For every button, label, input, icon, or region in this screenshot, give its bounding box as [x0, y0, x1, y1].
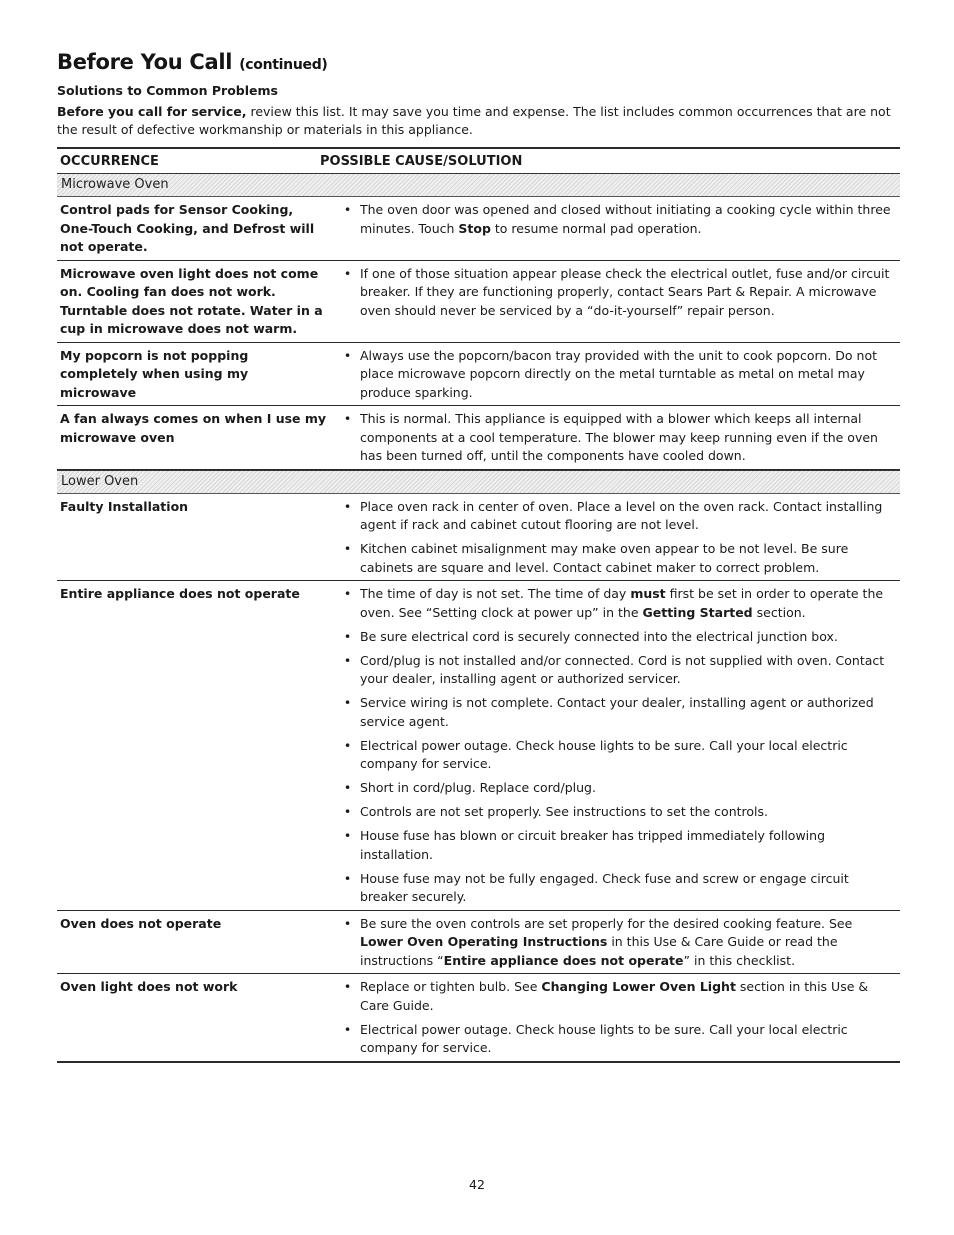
table-row: [57, 406, 900, 470]
solution-bullet: [335, 410, 900, 466]
solution-bullet: [335, 694, 900, 731]
column-header-solution: POSSIBLE CAUSE/SOLUTION: [320, 154, 523, 169]
text-segment: first be set in order to operate the oven. See “Setting clock at power up” in the: [360, 586, 884, 620]
text-segment: House fuse has blown or circuit breaker has tripped immediately following installation.: [360, 828, 826, 862]
solution-bullet: [335, 265, 900, 321]
page-number: 42: [469, 1177, 485, 1192]
bold-text: Stop: [458, 220, 491, 236]
intro-bold: Before you call for service,: [57, 104, 247, 119]
text-segment: section.: [752, 604, 806, 620]
solution-cell: [335, 410, 900, 466]
intro-text: review this list. It may save you time and expense. The list includes common occurrences that are not the result of defective workmanship or materials in this appliance.: [57, 104, 891, 137]
solution-bullet: [335, 347, 900, 403]
troubleshooting-table: [57, 173, 900, 1063]
bullet-text: [360, 1021, 900, 1058]
text-segment: This is normal. This appliance is equipped with a blower which keeps all internal components at a cool temperature. The blower may keep running even if the oven has been turned off, until the components have cooled down.: [360, 411, 878, 463]
text-segment: The time of day is not set. The time of day: [360, 586, 631, 601]
occurrence-cell: My popcorn is not popping completely when using my microwave: [60, 347, 249, 400]
occurrence-cell: Control pads for Sensor Cooking, One-Touch Cooking, and Defrost will not operate.: [60, 202, 315, 254]
intro-paragraph: [57, 103, 900, 139]
bullet-text: [360, 737, 900, 774]
bullet-icon: •: [343, 347, 352, 363]
text-segment: ” in this checklist.: [683, 952, 796, 968]
bullet-text: [360, 870, 900, 907]
solution-bullet: [335, 915, 900, 971]
occurrence-cell: Oven does not operate: [60, 915, 222, 931]
bullet-icon: •: [343, 804, 352, 819]
bullet-icon: •: [343, 498, 352, 514]
bullet-text: [360, 347, 900, 403]
text-segment: in this Use & Care Guide or read the instructions “: [360, 934, 838, 968]
text-segment: Electrical power outage. Check house lights to be sure. Call your local electric company for service.: [360, 737, 848, 771]
title-suffix: (continued): [239, 57, 328, 73]
solution-bullet: [335, 978, 900, 1015]
table-row: [57, 494, 900, 582]
solution-bullet: [335, 201, 900, 238]
solution-cell: [335, 347, 900, 403]
text-segment: Short in cord/plug. Replace cord/plug.: [360, 780, 596, 795]
solution-bullet: [335, 737, 900, 774]
bold-text: Entire appliance does not operate: [443, 952, 684, 968]
bullet-text: [360, 978, 900, 1015]
occurrence-cell: Microwave oven light does not come on. Cooling fan does not work. Turntable does not rotate. Water in a cup in microwave does not warm.: [60, 265, 323, 336]
solution-bullet: [335, 652, 900, 689]
bullet-text: [360, 827, 900, 864]
text-segment: If one of those situation appear please check the electrical outlet, fuse and/or circuit breaker. If they are functioning properly, contact Sears Part & Repair. A microwave oven should never be serviced by a “do-it-yourself” repair person.: [360, 265, 890, 318]
bullet-icon: •: [343, 1021, 352, 1037]
bullet-text: [360, 915, 900, 971]
bullet-icon: •: [343, 915, 352, 931]
bullet-icon: •: [343, 541, 352, 556]
table-row: [57, 974, 900, 1063]
text-segment: Be sure electrical cord is securely connected into the electrical junction box.: [360, 628, 838, 644]
occurrence-cell: Faulty Installation: [60, 498, 189, 514]
solution-cell: [335, 585, 900, 907]
table-row: [57, 581, 900, 911]
table-header: [57, 147, 900, 173]
table-row: [57, 197, 900, 261]
bullet-icon: •: [343, 979, 352, 994]
solution-cell: [335, 498, 900, 578]
text-segment: Electrical power outage. Check house lights to be sure. Call your local electric company for service.: [360, 1021, 848, 1055]
solution-bullet: [335, 870, 900, 907]
solution-bullet: [335, 498, 900, 535]
text-segment: Be sure the oven controls are set properly for the desired cooking feature. See: [360, 915, 853, 931]
bold-text: Getting Started: [642, 604, 753, 620]
bullet-text: [360, 410, 900, 466]
bullet-text: [360, 498, 900, 535]
text-segment: Service wiring is not complete. Contact your dealer, installing agent or authorized service agent.: [360, 695, 874, 729]
page-title: [57, 50, 900, 77]
bullet-icon: •: [343, 695, 352, 710]
bullet-text: [360, 803, 900, 822]
text-segment: Controls are not set properly. See instructions to set the controls.: [360, 804, 768, 819]
bullet-text: [360, 585, 900, 622]
text-segment: Always use the popcorn/bacon tray provided with the unit to cook popcorn. Do not place microwave popcorn directly on the metal turntable as metal on metal may produce sparking.: [360, 347, 878, 400]
bullet-text: [360, 265, 900, 321]
column-header-occurrence: OCCURRENCE: [60, 154, 159, 169]
text-segment: Place oven rack in center of oven. Place a level on the oven rack. Contact installing agent if rack and cabinet cutout flooring are not level.: [360, 498, 883, 532]
solution-bullet: [335, 585, 900, 622]
bullet-icon: •: [343, 828, 352, 843]
occurrence-cell: Entire appliance does not operate: [60, 586, 300, 601]
solution-cell: [335, 201, 900, 257]
bullet-text: [360, 779, 900, 798]
text-segment: Replace or tighten bulb. See: [360, 979, 542, 994]
table-row: [57, 261, 900, 343]
occurrence-cell: Oven light does not work: [60, 979, 238, 994]
text-segment: Cord/plug is not installed and/or connected. Cord is not supplied with oven. Contact your dealer, installing agent or authorized servicer.: [360, 652, 885, 686]
solution-bullet: [335, 779, 900, 798]
text-segment: House fuse may not be fully engaged. Check fuse and screw or engage circuit breaker securely.: [360, 870, 849, 904]
title-main: Before You Call: [57, 50, 233, 74]
solution-cell: [335, 978, 900, 1058]
bullet-icon: •: [343, 411, 352, 426]
bullet-icon: •: [343, 652, 352, 668]
solution-cell: [335, 265, 900, 339]
solution-cell: [335, 915, 900, 971]
bullet-icon: •: [343, 628, 352, 644]
text-segment: Kitchen cabinet misalignment may make oven appear to be not level. Be sure cabinets are square and level. Contact cabinet maker to correct problem.: [360, 541, 849, 575]
table-row: [57, 911, 900, 975]
section-header: Microwave Oven: [57, 173, 900, 197]
bullet-text: [360, 694, 900, 731]
section-header: Lower Oven: [57, 470, 900, 494]
bullet-icon: •: [343, 780, 352, 795]
table-row: [57, 343, 900, 407]
solution-bullet: [335, 1021, 900, 1058]
bullet-text: [360, 540, 900, 577]
bullet-text: [360, 628, 900, 647]
bullet-text: [360, 201, 900, 238]
bold-text: Lower Oven Operating Instructions: [360, 934, 608, 949]
text-segment: to resume normal pad operation.: [490, 220, 702, 236]
bold-text: must: [630, 586, 666, 601]
solution-bullet: [335, 827, 900, 864]
bold-text: Changing Lower Oven Light: [541, 979, 736, 994]
document-page: [57, 50, 900, 1063]
bullet-icon: •: [343, 737, 352, 753]
text-segment: section in this Use & Care Guide.: [360, 979, 869, 1013]
bullet-icon: •: [343, 870, 352, 886]
page-subtitle: Solutions to Common Problems: [57, 83, 278, 98]
occurrence-cell: A fan always comes on when I use my microwave oven: [60, 411, 327, 445]
bullet-icon: •: [343, 202, 352, 217]
bullet-icon: •: [343, 265, 352, 281]
bullet-text: [360, 652, 900, 689]
text-segment: The oven door was opened and closed without initiating a cooking cycle within three minutes. Touch: [360, 202, 891, 236]
solution-bullet: [335, 540, 900, 577]
solution-bullet: [335, 803, 900, 822]
solution-bullet: [335, 628, 900, 647]
bullet-icon: •: [343, 586, 352, 601]
